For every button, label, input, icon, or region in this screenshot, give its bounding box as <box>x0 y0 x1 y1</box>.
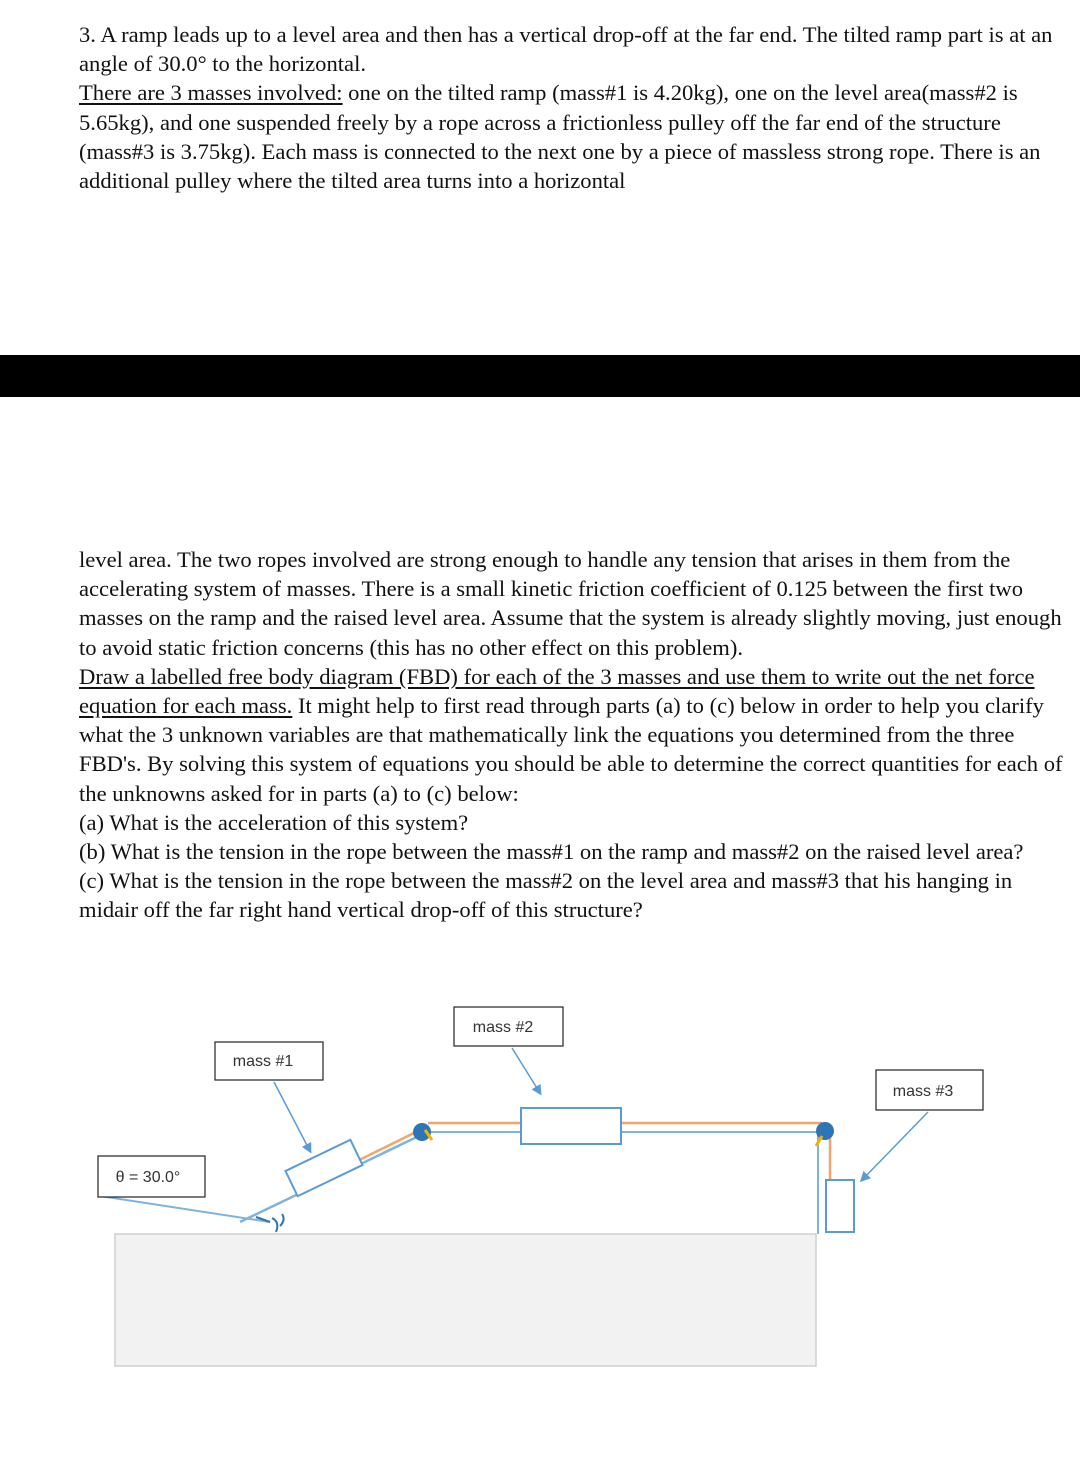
masses-description: one on the tilted ramp (mass#1 is 4.20kg), one on the level area(mass#2 is 5.65kg), and one suspended freely by a rope across a frictionless pulley off the far end of the structure (mass#3 is 3.75kg). Each mass is connected to the next one by a piece of massless strong rope. There is an additional pulley where the tilted area turns into a horizontal <box>79 80 1041 194</box>
fbd-instruction-detail: It might help to first read through parts (a) to (c) below in order to help you clarify what the 3 unknown variables are that mathematically link the equations you determined from the three FBD's. By solving this system of equations you should be able to determine the correct quantities for each of the unknowns asked for in parts (a) to (c) below: <box>79 693 1063 806</box>
angle-reference-line <box>100 1196 270 1222</box>
mass-1-block <box>285 1140 362 1196</box>
ramp-pulley-diagram <box>0 990 1080 1380</box>
mass-3-block <box>826 1180 854 1232</box>
mass-1-pointer <box>274 1082 310 1151</box>
mass-2-pointer <box>512 1048 540 1093</box>
friction-description: level area. The two ropes involved are strong enough to handle any tension that arises in them from the accelerating system of masses. There is a small kinetic friction coefficient of 0.125 between the first two masses on the ramp and the raised level area. Assume that the system is already slightly moving, just enough to avoid static friction concerns (this has no other effect on this problem). <box>79 547 1062 660</box>
question-a: (a) What is the acceleration of this system? <box>79 809 469 835</box>
mass-3-label: mass #3 <box>892 1083 954 1100</box>
mass-2-label: mass #2 <box>472 1019 534 1036</box>
mass-3-pointer <box>862 1112 928 1180</box>
mass-1-label: mass #1 <box>232 1053 294 1070</box>
fbd-instruction: Draw a labelled free body diagram (FBD) for each of the 3 masses and use them to write out the net force equation for each mass. <box>79 663 1035 719</box>
redaction-bar <box>0 355 1080 397</box>
question-b: (b) What is the tension in the rope between the mass#1 on the ramp and mass#2 on the raised level area? <box>79 839 1024 865</box>
pulley-left <box>413 1123 432 1141</box>
mass-2-block <box>521 1108 621 1144</box>
problem-intro <box>79 20 1064 195</box>
structure-base <box>115 1234 816 1366</box>
masses-heading: There are 3 masses involved: <box>79 80 343 106</box>
question-c: (c) What is the tension in the rope between the mass#2 on the level area and mass#3 that his hanging in midair off the far right hand vertical drop-off of this structure? <box>79 868 1013 923</box>
pulley-right <box>816 1122 834 1146</box>
problem-intro-text: 3. A ramp leads up to a level area and then has a vertical drop-off at the far end. The tilted ramp part is at an angle of 30.0° to the horizontal. <box>79 22 1053 77</box>
problem-body <box>79 545 1064 925</box>
angle-label: θ = 30.0° <box>115 1169 181 1186</box>
